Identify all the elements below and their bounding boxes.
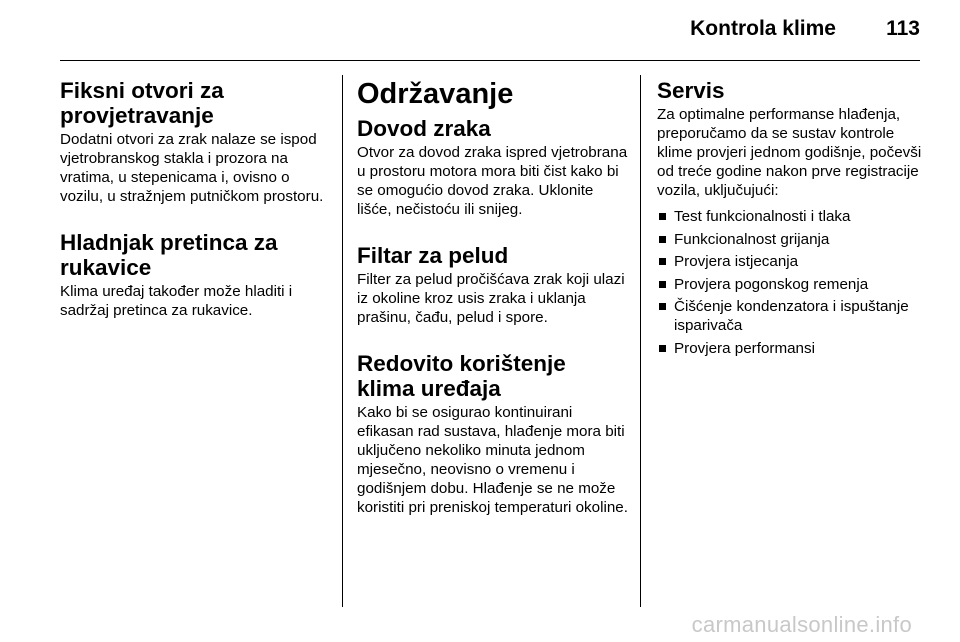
list-item-text: Provjera istjecanja [674, 253, 799, 270]
section-heading: Fiksni otvori za provjetravanje [60, 78, 224, 128]
square-bullet-icon [659, 281, 666, 288]
list-item-text: Test funkcionalnosti i tlaka [674, 208, 851, 225]
column-divider [640, 75, 641, 607]
watermark: carmanualsonline.info [691, 612, 912, 637]
list-item [657, 339, 927, 358]
column-divider [342, 75, 343, 607]
section-body: Filter za pelud pročišćava zrak koji ulazi iz okoline kroz usis zraka i uklanja prašinu, čađu, pelud i spore. [357, 271, 625, 326]
square-bullet-icon [659, 213, 666, 220]
section-heading: Redovito korištenje klima uređaja [357, 351, 566, 401]
list-item [657, 252, 927, 271]
section-heading: Filtar za pelud [357, 243, 509, 268]
header-title: Kontrola klime [690, 17, 836, 40]
section-heading: Hladnjak pretinca za rukavice [60, 230, 278, 280]
square-bullet-icon [659, 345, 666, 352]
square-bullet-icon [659, 258, 666, 265]
list-item [657, 275, 927, 294]
section-body: Kako bi se osigurao kontinuirani efikasan rad sustava, hlađenje mora biti uključeno nekoliko minuta jednom mjesečno, neovisno o vremenu i godišnjem dobu. Hlađenje se ne može koristiti pri preniskoj temperaturi okoline. [357, 404, 628, 516]
list-item-text: Čišćenje kondenzatora i ispuštanje isparivača [674, 298, 909, 334]
square-bullet-icon [659, 236, 666, 243]
list-item-text: Funkcionalnost grijanja [674, 230, 830, 248]
list-item [657, 230, 927, 249]
right-column [657, 78, 927, 361]
bullet-list [657, 207, 927, 358]
list-item-text: Provjera pogonskog remenja [674, 275, 869, 293]
section-body: Za optimalne performanse hlađenja, preporučamo da se sustav kontrole klime provjeri jednom godišnje, počevši od treće godine nakon prve registracije vozila, uključujući: [657, 106, 922, 199]
list-item [657, 297, 927, 335]
section-heading: Dovod zraka [357, 116, 491, 141]
list-item-text: Provjera performansi [674, 339, 815, 357]
section-heading: Servis [657, 78, 725, 103]
list-item [657, 207, 927, 226]
section-body: Otvor za dovod zraka ispred vjetrobrana u prostoru motora mora biti čist kako bi se omogućio dovod zraka. Uklonite lišće, nečistoću ili snijeg. [357, 144, 628, 218]
section-body: Dodatni otvori za zrak nalaze se ispod vjetrobranskog stakla i prozora na vratima, u stepenicama i, ovisno o vozilu, u stražnjem putničkom prostoru. [60, 131, 324, 205]
left-column [60, 78, 328, 320]
chapter-title: Održavanje [357, 78, 514, 110]
square-bullet-icon [659, 303, 666, 310]
section-body: Klima uređaj također može hladiti i sadržaj pretinca za rukavice. [60, 283, 293, 319]
middle-column [357, 78, 629, 517]
page-header [60, 0, 920, 61]
page-number: 113 [886, 17, 920, 40]
